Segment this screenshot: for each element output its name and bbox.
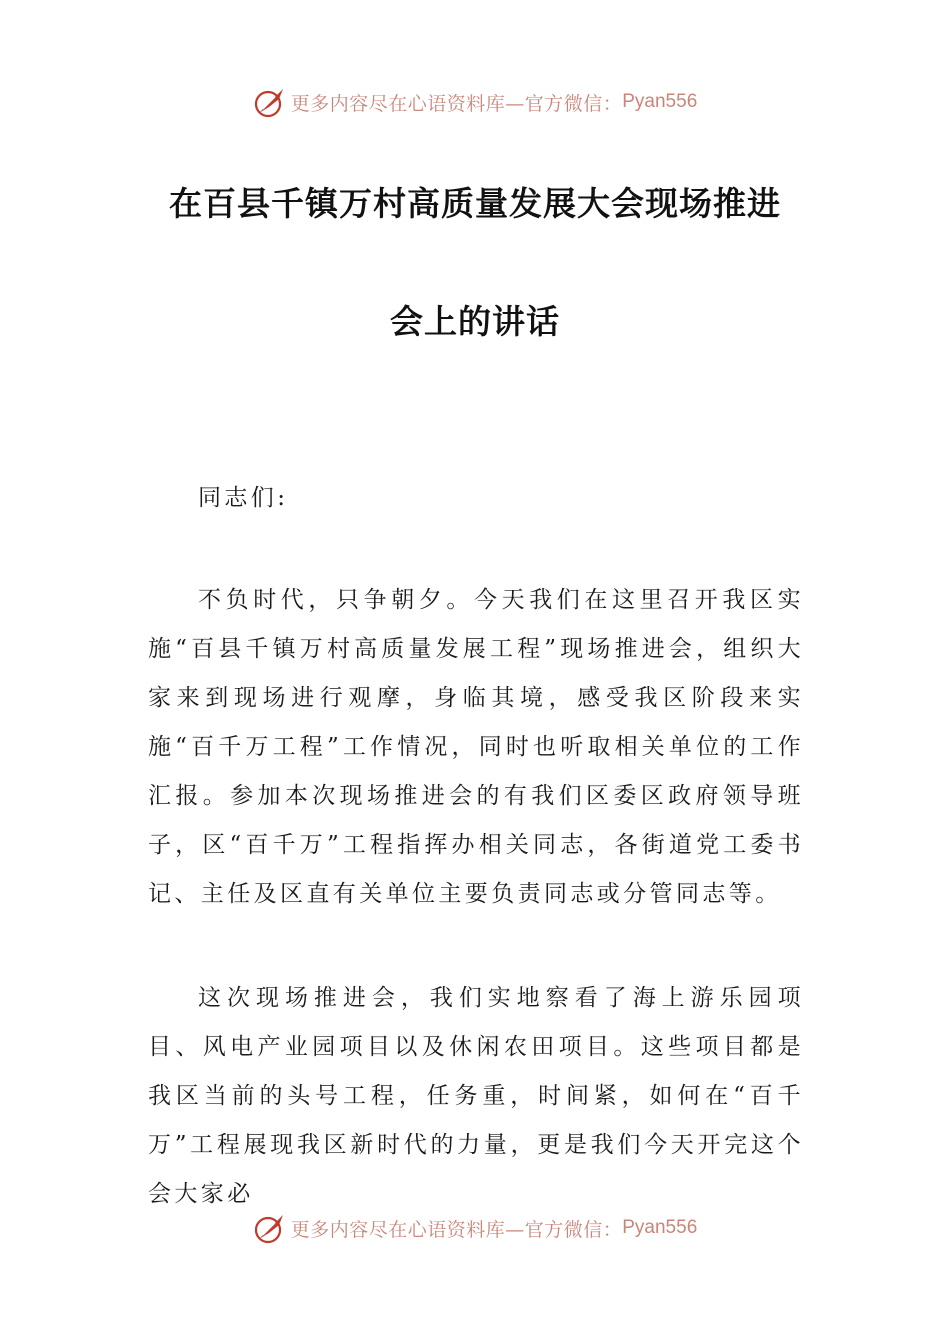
paragraph-1 (148, 576, 804, 919)
quill-logo-icon (253, 1211, 287, 1245)
header-watermark (0, 82, 950, 122)
salutation: 同志们: (198, 485, 289, 511)
watermark-text: 更多内容尽在心语资料库—官方微信： (290, 92, 623, 115)
paragraph-2 (148, 974, 804, 1219)
footer-watermark (0, 1208, 950, 1248)
quill-logo-icon (253, 85, 287, 119)
watermark-text: 更多内容尽在心语资料库—官方微信： (290, 1218, 623, 1241)
watermark-wechat-id: Pyan556 (622, 1217, 698, 1238)
watermark-wechat-id: Pyan556 (622, 91, 698, 112)
paragraph-text: 这次现场推进会，我们实地察看了海上游乐园项目、风电产业园项目以及休闲农田项目。这些项目都是我区当前的头号工程，任务重，时间紧，如何在“百千万”工程展现我区新时代的力量，更是我们今天开完这个会大家必 (148, 985, 804, 1207)
paragraph-text: 不负时代，只争朝夕。今天我们在这里召开我区实施“百县千镇万村高质量发展工程”现场推进会，组织大家来到现场进行观摩，身临其境，感受我区阶段来实施“百千万工程”工作情况，同时也听取相关单位的工作汇报。参加本次现场推进会的有我们区委区政府领导班子，区“百千万”工程指挥办相关同志，各街道党工委书记、主任及区直有关单位主要负责同志或分管同志等。 (148, 587, 804, 907)
document-title-line-1: 在百县千镇万村高质量发展大会现场推进 (169, 184, 781, 223)
document-title-line-2: 会上的讲话 (390, 302, 560, 341)
